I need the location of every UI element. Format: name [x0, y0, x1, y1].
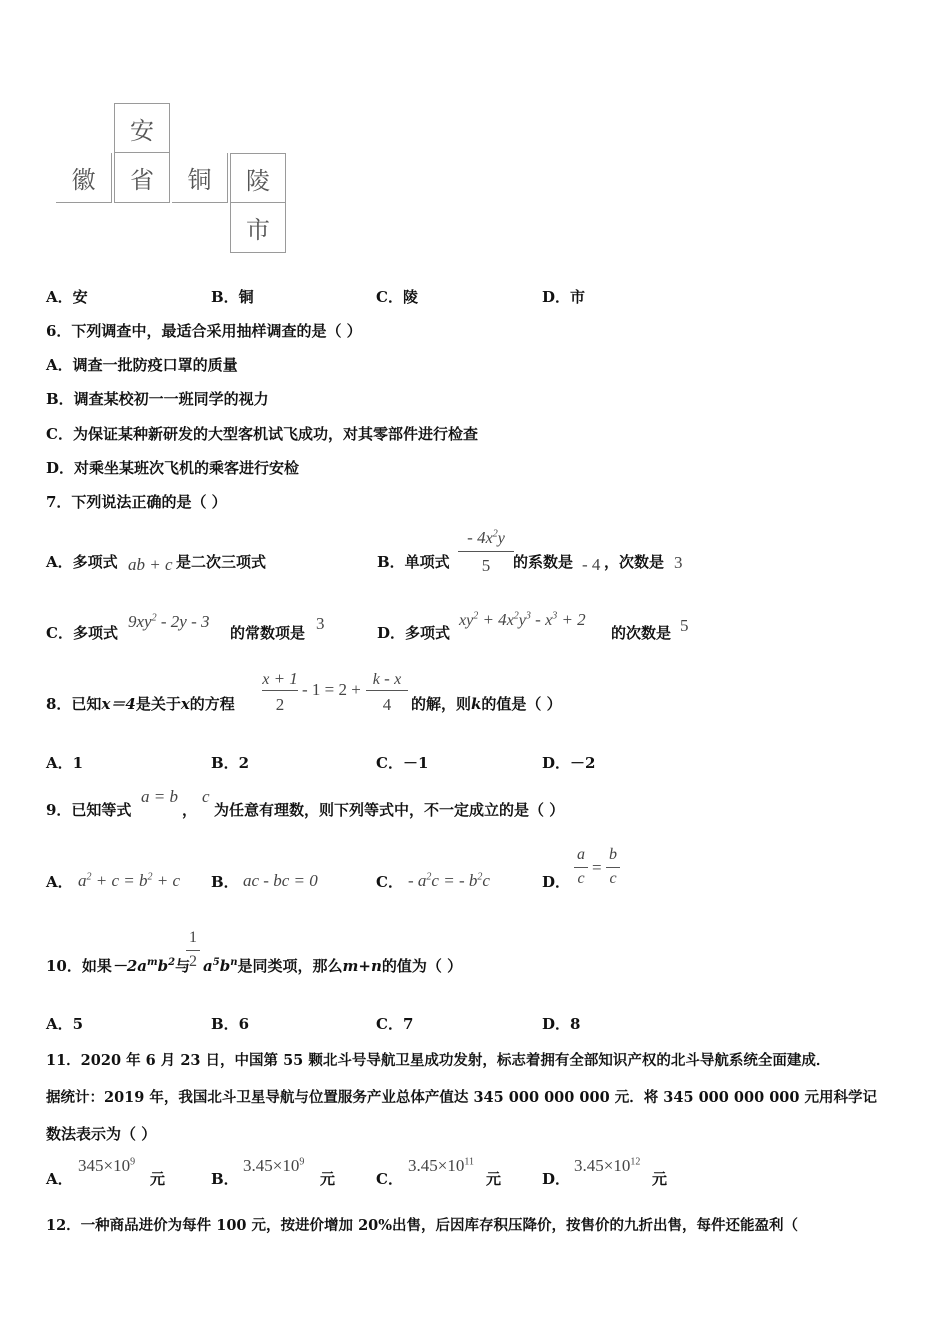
q9-stem-post: 为任意有理数，则下列等式中，不一定成立的是（ ）: [214, 801, 565, 819]
q11-option-b-unit: 元: [320, 1170, 336, 1188]
net-cell-hui: 徽: [56, 153, 112, 203]
q8-option-c: C．－1: [376, 754, 429, 772]
q6-option-b: B．调查某校初一一班同学的视力: [46, 390, 269, 408]
q11-option-c-label: C．: [376, 1170, 403, 1188]
q11-option-a-unit: 元: [150, 1170, 166, 1188]
q8-fraction-left: x + 1 2: [262, 669, 298, 714]
q11-option-d-unit: 元: [652, 1170, 668, 1188]
q9-option-c-label: C．: [376, 873, 403, 891]
q9-stem-pre: 9．已知等式: [46, 801, 132, 819]
q10-option-c: C．7: [376, 1015, 414, 1033]
q10-option-d: D．8: [542, 1015, 581, 1033]
q10-stem-post: $a^5b^n$是同类项，那么m+n的值为（ ）: [203, 957, 463, 975]
q11-option-d-expr: $3.45\times 10^{12}$: [574, 1156, 641, 1175]
q9-d-equals: =: [592, 858, 602, 877]
q7-option-d-text: 的次数是: [611, 624, 672, 642]
net-cell-tong: 铜: [172, 153, 228, 203]
q7-d-expression: $xy^2 + 4x^2y^3 - x^3 + 2$: [459, 610, 586, 629]
q11-option-d-label: D．: [542, 1170, 571, 1188]
q9-option-c-expr: - $a^2c$ = - $b^2c$: [408, 871, 490, 890]
q7-c-expression: $9xy^2 - 2y - 3$: [128, 612, 210, 631]
q7-a-expression: ab + c: [128, 555, 173, 574]
q8-option-b: B．2: [211, 754, 250, 772]
q7-option-d-label: D．多项式: [377, 624, 451, 642]
q9-option-b-expr: ac - bc = 0: [243, 871, 318, 890]
q7-option-a-label: A．多项式: [46, 553, 118, 571]
q8-fraction-right: k - x 4: [366, 669, 408, 715]
q5-option-a: A．安: [46, 288, 88, 306]
q9-c-var: c: [202, 787, 210, 806]
q7-option-b-text2: ，次数是: [604, 553, 665, 571]
q9-equation: a = b: [141, 787, 178, 806]
q7-c-constant: 3: [316, 614, 325, 633]
q9-d-fraction-left: a c: [574, 846, 588, 888]
q5-option-b: B．铜: [211, 288, 254, 306]
q8-option-d: D．－2: [542, 754, 596, 772]
q7-option-a-text: 是二次三项式: [176, 553, 267, 571]
q11-option-c-expr: $3.45\times 10^{11}$: [408, 1156, 474, 1175]
q12-line-1: 12．一种商品进价为每件 100 元，按进价增加 20%出售，后因库存积压降价，按售价的九折出售，每件还能盈利（: [46, 1217, 799, 1234]
q7-option-b-label: B．单项式: [377, 553, 450, 571]
q11-option-a-label: A．: [46, 1170, 73, 1188]
q6-option-c: C．为保证某种新研发的大型客机试飞成功，对其零部件进行检查: [46, 425, 478, 443]
q11-option-b-label: B．: [211, 1170, 239, 1188]
q11-option-c-unit: 元: [486, 1170, 502, 1188]
net-cell-ling: 陵: [230, 153, 286, 203]
q11-line-1: 11．2020 年 6 月 23 日，中国第 55 颗北斗号导航卫星成功发射，标志着拥有全部知识产权的北斗导航系统全面建成．: [46, 1052, 831, 1069]
q7-b-coefficient: - 4: [582, 555, 601, 574]
q8-equation-middle: - 1 = 2 +: [302, 680, 361, 699]
q10-option-a: A．5: [46, 1015, 84, 1033]
q6-option-d: D．对乘坐某班次飞机的乘客进行安检: [46, 459, 300, 477]
net-cell-an: 安: [114, 103, 170, 153]
q5-option-d: D．市: [542, 288, 586, 306]
q11-option-b-expr: $3.45\times 10^9$: [243, 1156, 305, 1175]
q6-stem: 6．下列调查中，最适合采用抽样调查的是（ ）: [46, 322, 362, 340]
q9-option-a-label: A．: [46, 873, 73, 891]
q7-stem: 7．下列说法正确的是（ ）: [46, 493, 227, 511]
net-cell-shi: 市: [230, 203, 286, 253]
q8-option-a: A．1: [46, 754, 84, 772]
q6-option-a: A．调查一批防疫口罩的质量: [46, 356, 238, 374]
q11-option-a-expr: $345\times 10^9$: [78, 1156, 136, 1175]
q11-line-2: 据统计：2019 年，我国北斗卫星导航与位置服务产业总体产值达 345 000 000 000 元．将 345 000 000 000 元用科学记: [46, 1089, 878, 1106]
q9-option-d-label: D．: [542, 873, 571, 891]
q9-d-fraction-right: b c: [606, 846, 620, 888]
q9-option-a-expr: $a^2 + c = b^2 + c$: [78, 871, 181, 890]
q9-comma: ，: [182, 801, 198, 819]
net-cell-sheng: 省: [114, 153, 170, 203]
q7-option-c-label: C．多项式: [46, 624, 118, 642]
q8-stem-pre: 8．已知x＝4是关于x的方程: [46, 695, 235, 713]
q10-option-b: B．6: [211, 1015, 250, 1033]
q8-stem-post: 的解，则k的值是（ ）: [411, 695, 562, 713]
q7-b-fraction: - $4x^2y$ 5: [458, 528, 514, 576]
q9-option-b-label: B．: [211, 873, 239, 891]
q5-option-c: C．陵: [376, 288, 418, 306]
q7-d-degree: 5: [680, 616, 689, 635]
q7-b-degree: 3: [674, 553, 683, 572]
q10-stem-pre: 10．如果$-2a^mb^2$与: [46, 957, 191, 975]
q7-option-c-text: 的常数项是: [230, 624, 306, 642]
q11-line-3: 数法表示为（ ）: [46, 1125, 157, 1143]
q10-fraction-half: 1 2: [186, 929, 200, 971]
q7-option-b-text: 的系数是: [513, 553, 574, 571]
